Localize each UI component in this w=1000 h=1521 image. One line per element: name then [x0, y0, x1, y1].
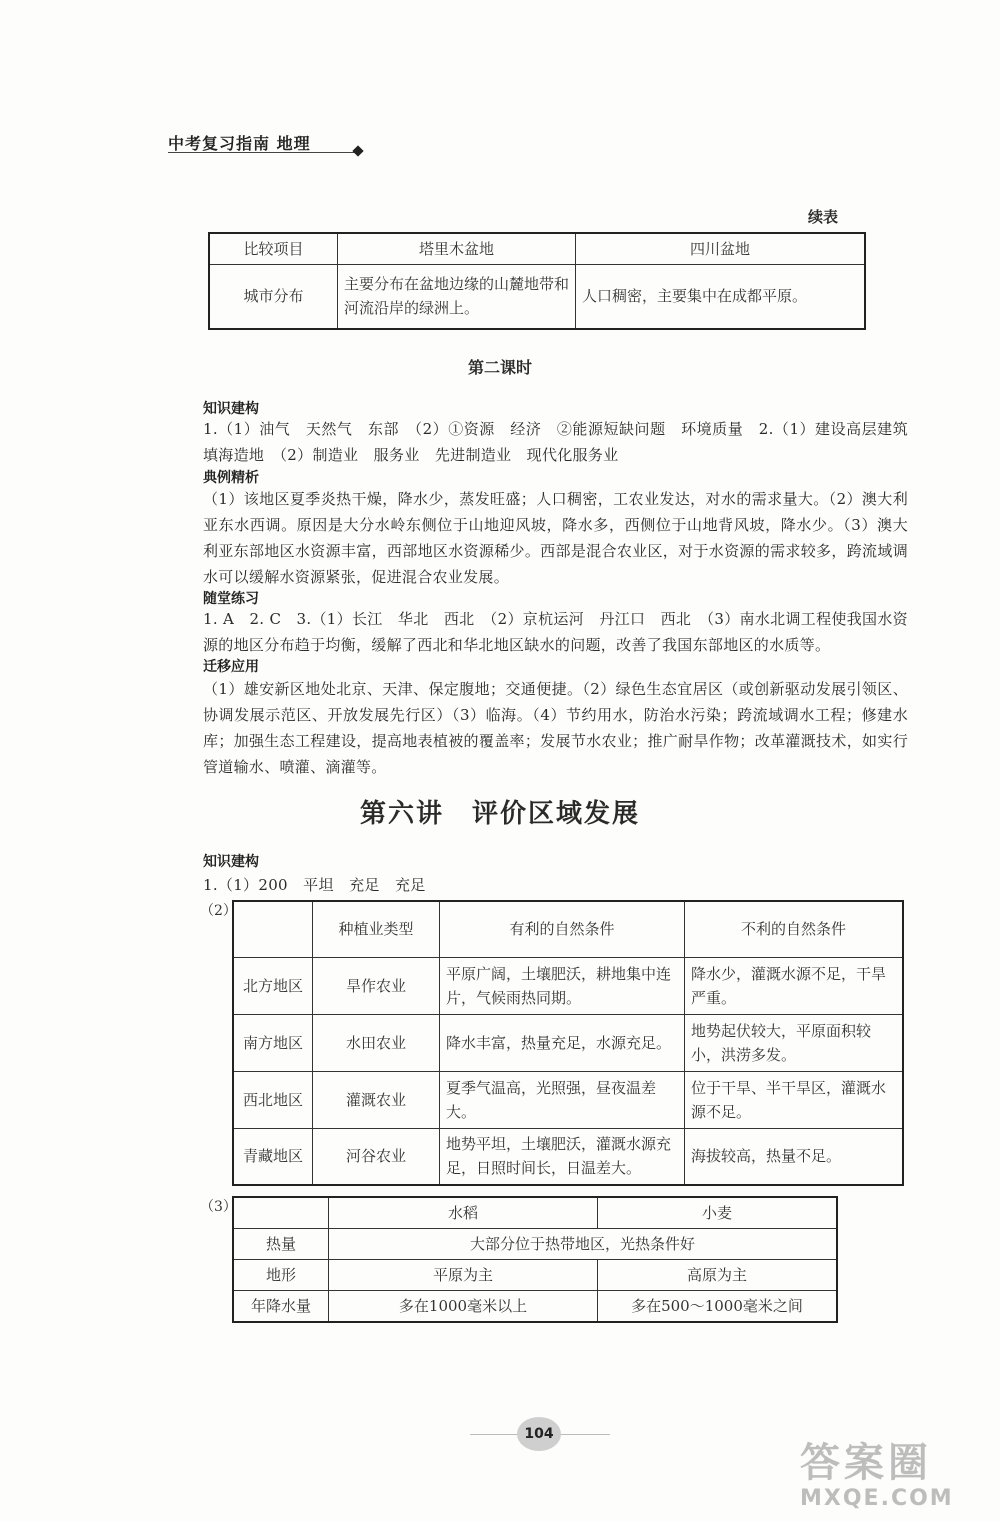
- table-cell: 降水丰富，热量充足，水源充足。: [440, 1014, 685, 1071]
- section-heading: 知识建构: [203, 854, 259, 870]
- table-cell: 灌溉农业: [313, 1071, 440, 1128]
- table-header-cell: 水稻: [329, 1197, 598, 1229]
- section-heading: 知识建构: [203, 401, 259, 417]
- table-cell: 夏季气温高，光照强，昼夜温差大。: [440, 1071, 685, 1128]
- table-cell: 地势起伏较大，平原面积较小，洪涝多发。: [685, 1014, 904, 1071]
- table-cell: 人口稠密，主要集中在成都平原。: [576, 265, 866, 329]
- table-cell: 热量: [233, 1229, 329, 1260]
- table-cell: 多在500～1000毫米之间: [598, 1291, 838, 1323]
- table-cell: 多在1000毫米以上: [329, 1291, 598, 1323]
- table-cell: 年降水量: [233, 1291, 329, 1323]
- agriculture-conditions-table: [232, 900, 904, 1186]
- section-text: 1.（1）200 平坦 充足 充足: [203, 876, 426, 894]
- table-cell: 平原为主: [329, 1260, 598, 1291]
- table-header-cell: [233, 901, 313, 957]
- table-cell: 位于干旱、半干旱区，灌溉水源不足。: [685, 1071, 904, 1128]
- watermark-logo: [800, 1440, 995, 1515]
- header-rule: [168, 152, 358, 153]
- rice-wheat-table: [232, 1196, 838, 1323]
- table-cell: 高原为主: [598, 1260, 838, 1291]
- table-header-cell: 有利的自然条件: [440, 901, 685, 957]
- section-heading: 迁移应用: [203, 659, 259, 675]
- chapter-title: 第六讲 评价区域发展: [359, 799, 640, 829]
- table-cell: 降水少，灌溉水源不足，干旱严重。: [685, 957, 904, 1014]
- page-number: 104: [517, 1417, 561, 1451]
- table-cell: 平原广阔，土壤肥沃，耕地集中连片，气候雨热同期。: [440, 957, 685, 1014]
- table-cell: 城市分布: [209, 265, 338, 329]
- item-label: （2）: [200, 903, 237, 919]
- table-cell: 地形: [233, 1260, 329, 1291]
- continued-label: 续表: [808, 208, 839, 226]
- section-heading: 随堂练习: [203, 591, 259, 607]
- section-text: （1）该地区夏季炎热干燥，降水少，蒸发旺盛；人口稠密，工农业发达，对水的需求量大。（2）澳大利亚东水西调。原因是大分水岭东侧位于山地迎风坡，降水多，西侧位于山地背风坡，降水少。（3）澳大利亚东部地区水资源丰富，西部地区水资源稀少。西部是混合农业区，对于水资源的需求较多，跨流域调水可以缓解水资源紧张，促进混合农业发展。: [203, 490, 908, 586]
- watermark-url: MXQE.COM: [800, 1486, 954, 1511]
- table-cell: 大部分位于热带地区，光热条件好: [329, 1229, 838, 1260]
- diamond-icon: [352, 145, 363, 156]
- section-text: 1.（1）油气 天然气 东部 （2）①资源 经济 ②能源短缺问题 环境质量 2.（1）建设高层建筑 填海造地 （2）制造业 服务业 先进制造业 现代化服务业: [203, 420, 924, 464]
- table-cell: 旱作农业: [313, 957, 440, 1014]
- table-header-cell: 塔里木盆地: [338, 233, 576, 265]
- table-header-cell: 比较项目: [209, 233, 338, 265]
- table-cell: 地势平坦，土壤肥沃，灌溉水源充足，日照时间长，日温差大。: [440, 1128, 685, 1185]
- table-cell: 河谷农业: [313, 1128, 440, 1185]
- table-cell: 水田农业: [313, 1014, 440, 1071]
- basin-comparison-table: [208, 232, 866, 330]
- section-text: （1）雄安新区地处北京、天津、保定腹地；交通便捷。（2）绿色生态宜居区（或创新驱动发展引领区、协调发展示范区、开放发展先行区）（3）临海。（4）节约用水，防治水污染；跨流域调水工程；修建水库；加强生态工程建设，提高地表植被的覆盖率；发展节水农业；推广耐旱作物；改革灌溉技术，如实行管道输水、喷灌、滴灌等。: [203, 680, 908, 776]
- watermark-title: 答案圈: [800, 1440, 932, 1486]
- table-cell: 西北地区: [233, 1071, 313, 1128]
- section-text: 1. A 2. C 3.（1）长江 华北 西北 （2）京杭运河 丹江口 西北 （3）南水北调工程使我国水资源的地区分布趋于均衡，缓解了西北和华北地区缺水的问题，改善了我国东部地区的水质等。: [203, 610, 908, 654]
- table-header-cell: 小麦: [598, 1197, 838, 1229]
- table-header-cell: 种植业类型: [313, 901, 440, 957]
- section-heading: 典例精析: [203, 470, 259, 486]
- item-label: （3）: [200, 1199, 237, 1215]
- table-cell: 南方地区: [233, 1014, 313, 1071]
- table-cell: 主要分布在盆地边缘的山麓地带和河流沿岸的绿洲上。: [338, 265, 576, 329]
- table-header-cell: 四川盆地: [576, 233, 866, 265]
- table-cell: 北方地区: [233, 957, 313, 1014]
- book-title: 中考复习指南 地理: [168, 134, 311, 153]
- lesson-title: 第二课时: [467, 358, 532, 377]
- table-header-cell: 不利的自然条件: [685, 901, 904, 957]
- table-header-cell: [233, 1197, 329, 1229]
- table-cell: 青藏地区: [233, 1128, 313, 1185]
- table-cell: 海拔较高，热量不足。: [685, 1128, 904, 1185]
